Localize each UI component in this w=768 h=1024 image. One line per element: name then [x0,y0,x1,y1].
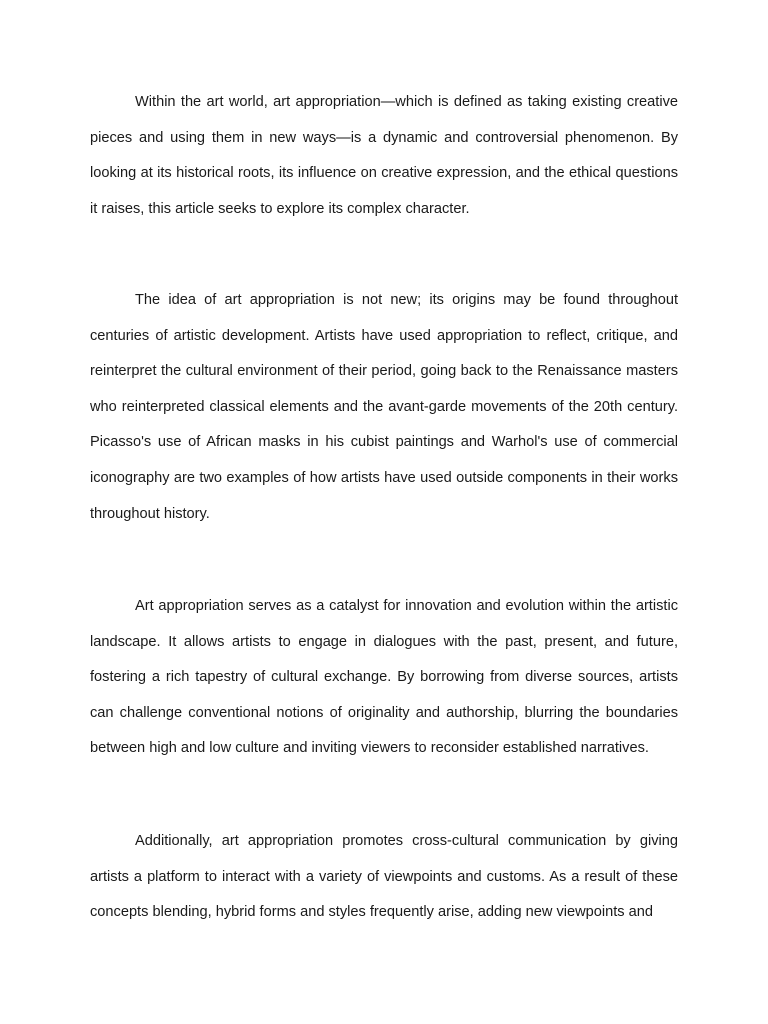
paragraph-cross-cultural: Additionally, art appropriation promotes cross-cultural communication by giving artists a platform to interact with a variety of viewpoints and customs. As a result of these concepts blending, hybrid forms and styles frequently arise, adding new viewpoints and [90,833,678,921]
paragraph-innovation: Art appropriation serves as a catalyst for innovation and evolution within the artistic landscape. It allows artists to engage in dialogues with the past, present, and future, fostering a rich tapestry of cultural exchange. By borrowing from diverse sources, artists can challenge conventional notions of originality and authorship, blurring the boundaries between high and low culture and inviting viewers to reconsider established narratives. [90,598,678,757]
paragraph-history: The idea of art appropriation is not new; its origins may be found throughout centuries of artistic development. Artists have used appropriation to reflect, critique, and reinterpret the cultural environment of their period, going back to the Renaissance masters who reinterpreted classical elements and the avant-garde movements of the 20th century. Picasso's use of African masks in his cubist paintings and Warhol's use of commercial iconography are two examples of how artists have used outside components in their works throughout history. [90,292,678,522]
paragraph-intro: Within the art world, art appropriation—which is defined as taking existing creative pieces and using them in new ways—is a dynamic and controversial phenomenon. By looking at its historical roots, its influence on creative expression, and the ethical questions it raises, this article seeks to explore its complex character. [90,94,678,217]
